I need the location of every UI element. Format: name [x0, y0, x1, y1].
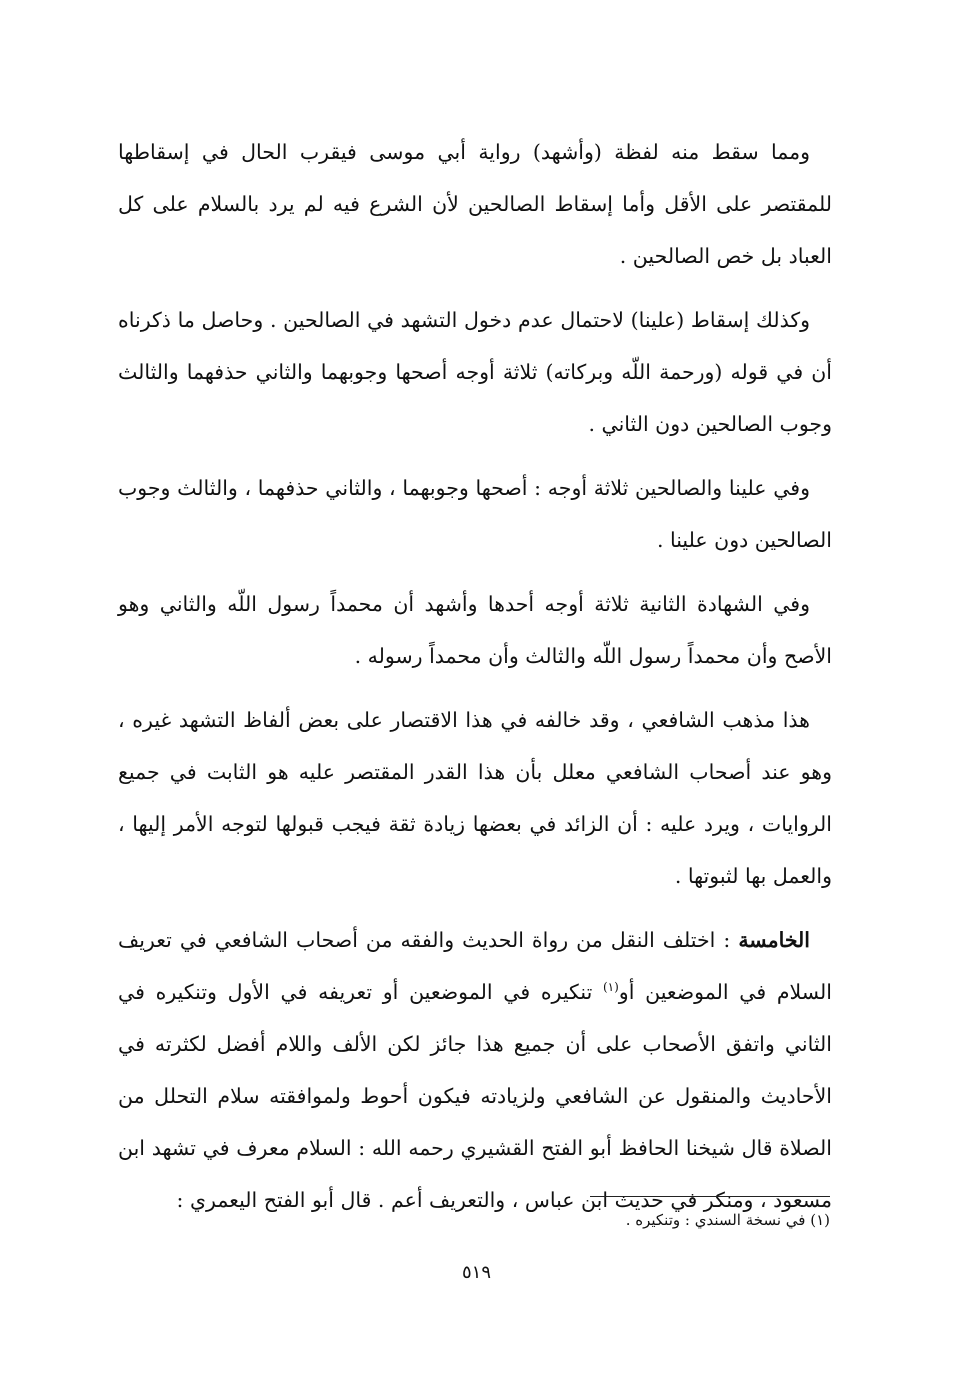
paragraph-2: وكذلك إسقاط (علينا) لاحتمال عدم دخول التشهد في الصالحين . وحاصل ما ذكرناه أن في قوله (ورحمة اللّه وبركاته) ثلاثة أوجه أصحها وجوبهما والثاني حذفهما والثالث وجوب الصالحين دون الثاني .: [118, 308, 832, 436]
paragraph-6-part-1: : اختلف النقل من رواة الحديث والفقه من أصحاب الشافعي في تعريف السلام في الموضعين أو: [118, 928, 832, 1004]
paragraph-1: ومما سقط منه لفظة (وأشهد) رواية أبي موسى فيقرب الحال في إسقاطها للمقتصر على الأقل وأما إسقاط الصالحين لأن الشرع فيه لم يرد بالسلام على كل العباد بل خص الصالحين .: [118, 140, 832, 268]
paragraph-6: [118, 914, 832, 1226]
section-heading-fifth: الخامسة: [738, 928, 810, 952]
paragraph-6-part-2: تنكيره في الموضعين أو تعريفه في الأول وتنكيره في الثاني واتفق الأصحاب على أن جميع هذا جائز لكن الألف واللام أفضل لكثرته في الأحاديث والمنقول عن الشافعي ولزيادته فيكون أحوط ولموافقته سلام التحلل من الصلاة قال شيخنا الحافظ أبو الفتح القشيري رحمه الله : السلام معرف في تشهد ابن مسعود ، ومنكر في حديث ابن عباس ، والتعريف أعم . قال أبو الفتح اليعمري :: [118, 980, 832, 1212]
page-number: ٥١٩: [461, 1262, 491, 1283]
footnote-divider: [590, 1196, 830, 1197]
paragraph-3: وفي علينا والصالحين ثلاثة أوجه : أصحها وجوبهما ، والثاني حذفهما ، والثالث وجوب الصالحين دون علينا .: [118, 476, 832, 552]
footnote-reference: (١): [602, 980, 619, 995]
footnote: (١) في نسخة السندي : وتنكيره .: [625, 1211, 830, 1229]
main-text: [118, 126, 832, 1238]
paragraph-4: وفي الشهادة الثانية ثلاثة أوجه أحدها وأشهد أن محمداً رسول اللّه والثاني وهو الأصح وأن محمداً رسول اللّه والثالث وأن محمداً رسوله .: [118, 592, 832, 668]
paragraph-5: هذا مذهب الشافعي ، وقد خالفه في هذا الاقتصار على بعض ألفاظ التشهد غيره ، وهو عند أصحاب الشافعي معلل بأن هذا القدر المقتصر عليه هو الثابت في جميع الروايات ، ويرد عليه : أن الزائد في بعضها زيادة ثقة فيجب قبولها لتوجه الأمر إليها ، والعمل بها لثبوتها .: [118, 708, 832, 888]
